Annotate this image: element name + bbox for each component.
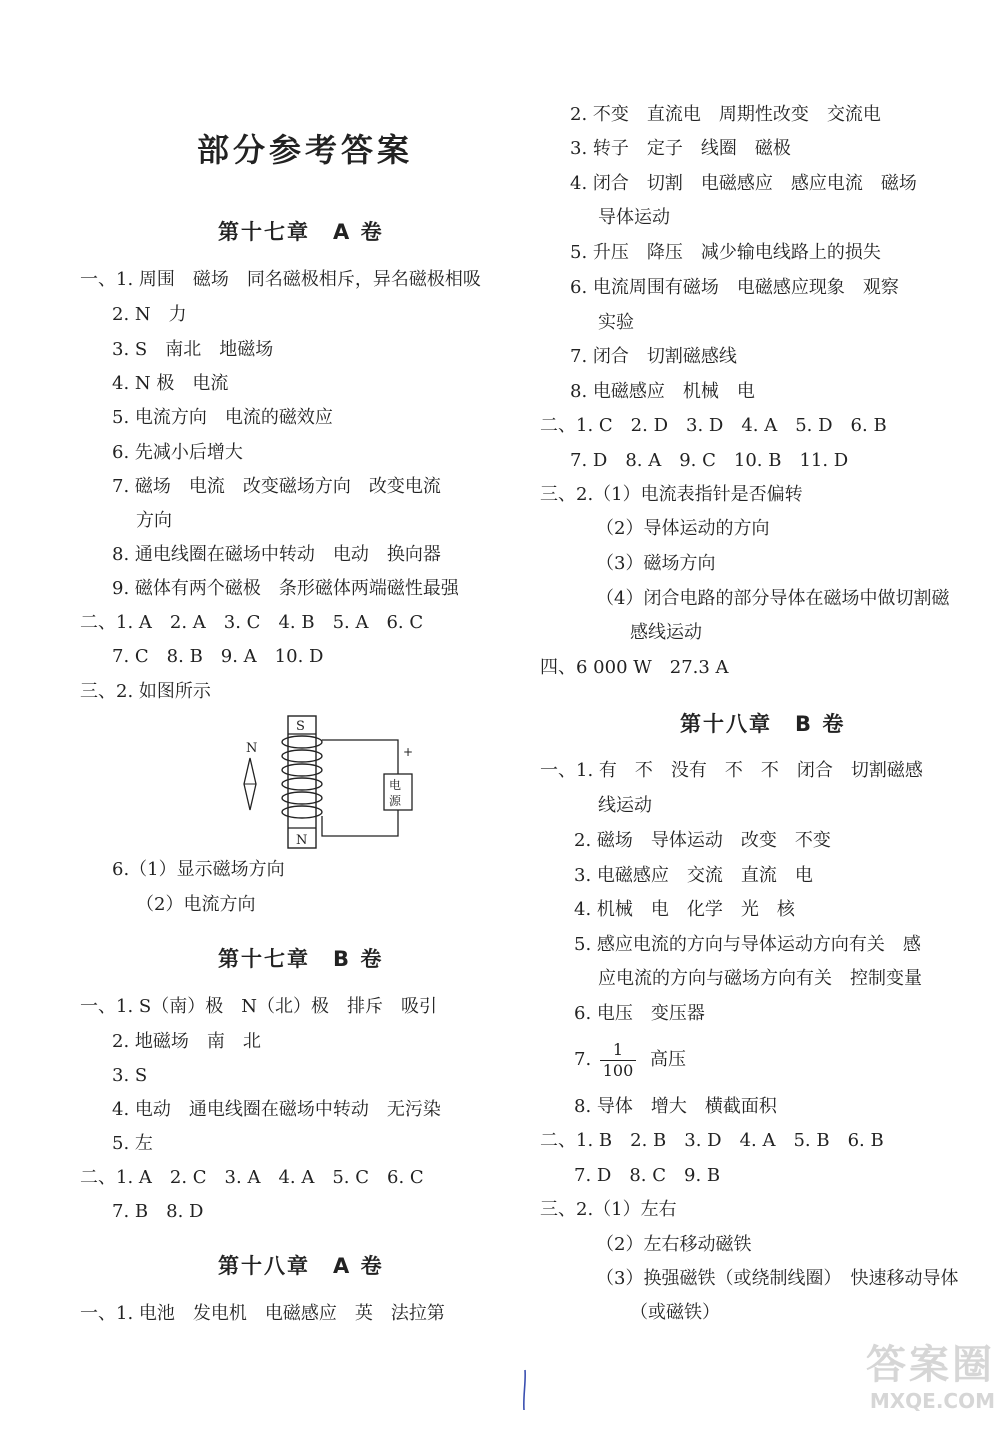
answer-line: （3）换强磁铁（或绕制线圈） 快速移动导体 bbox=[596, 1268, 959, 1289]
answer-line: 2. 不变 直流电 周期性改变 交流电 bbox=[570, 104, 881, 125]
answer-line: 4. 闭合 切割 电磁感应 感应电流 磁场 bbox=[570, 173, 917, 194]
section-heading-ch17-a: 第十七章 A 卷 bbox=[218, 220, 384, 244]
wire-bottom bbox=[322, 810, 398, 836]
answer-line: 7. D 8. A 9. C 10. B 11. D bbox=[570, 450, 849, 471]
answer-line: 9. 磁体有两个磁极 条形磁体两端磁性最强 bbox=[112, 578, 459, 599]
answer-line: 一、1. S（南）极 N（北）极 排斥 吸引 bbox=[80, 996, 437, 1017]
svg-text:电: 电 bbox=[389, 778, 402, 792]
fraction-denominator: 100 bbox=[602, 1061, 634, 1080]
answer-line: 2. 磁场 导体运动 改变 不变 bbox=[574, 830, 831, 851]
answer-line: 感线运动 bbox=[630, 622, 702, 643]
answer-line: 3. S bbox=[112, 1065, 148, 1086]
answer-line: 5. 升压 降压 减少输电线路上的损失 bbox=[570, 242, 881, 263]
answer-line: 3. 电磁感应 交流 直流 电 bbox=[574, 865, 813, 886]
answer-line: 8. 电磁感应 机械 电 bbox=[570, 381, 755, 402]
answer-line: 三、2.（1）电流表指针是否偏转 bbox=[540, 484, 803, 505]
answer-line: 4. N 极 电流 bbox=[112, 373, 229, 394]
answer-line: 6.（1）显示磁场方向 bbox=[112, 859, 285, 880]
answer-line: （3）磁场方向 bbox=[596, 553, 716, 574]
page-title: 部分参考答案 bbox=[196, 131, 413, 169]
answer-line: （2）左右移动磁铁 bbox=[596, 1234, 752, 1255]
answer-line: 5. 感应电流的方向与导体运动方向有关 感 bbox=[574, 934, 921, 955]
answer-line: 二、1. B 2. B 3. D 4. A 5. B 6. B bbox=[540, 1130, 884, 1151]
answer-line: 3. S 南北 地磁场 bbox=[112, 339, 274, 360]
answer-line: 7. bbox=[574, 1049, 592, 1070]
watermark-logo bbox=[800, 1342, 995, 1428]
answer-line: 一、1. 有 不 没有 不 不 闭合 切割磁感 bbox=[540, 760, 923, 781]
answer-line: 7. 磁场 电流 改变磁场方向 改变电流 bbox=[112, 476, 441, 497]
fraction-one-hundredth bbox=[600, 1040, 636, 1081]
answer-line: 7. B 8. D bbox=[112, 1201, 204, 1222]
answer-line: 方向 bbox=[136, 510, 172, 531]
answer-line: 一、1. 电池 发电机 电磁感应 英 法拉第 bbox=[80, 1303, 445, 1324]
watermark-title: 答案圈 bbox=[866, 1342, 995, 1388]
answer-line: 应电流的方向与磁场方向有关 控制变量 bbox=[598, 968, 922, 989]
answer-line: 二、1. C 2. D 3. D 4. A 5. D 6. B bbox=[540, 415, 887, 436]
answer-line: 6. 电流周围有磁场 电磁感应现象 观察 bbox=[570, 277, 899, 298]
answer-line: 5. 左 bbox=[112, 1133, 153, 1154]
answer-line: 2. 地磁场 南 北 bbox=[112, 1031, 261, 1052]
answer-line: 三、2.（1）左右 bbox=[540, 1199, 677, 1220]
answer-line: 7. C 8. B 9. A 10. D bbox=[112, 646, 324, 667]
svg-text:源: 源 bbox=[389, 794, 402, 808]
answer-line: 6. 先减小后增大 bbox=[112, 442, 243, 463]
wire-top bbox=[322, 740, 398, 774]
plus-sign: + bbox=[403, 745, 414, 759]
answer-line: 一、1. 周围 磁场 同名磁极相斥，异名磁极相吸 bbox=[80, 269, 481, 290]
answer-line: （或磁铁） bbox=[630, 1302, 720, 1323]
answer-line: 二、1. A 2. A 3. C 4. B 5. A 6. C bbox=[80, 612, 424, 633]
answer-line: 2. N 力 bbox=[112, 304, 187, 325]
pole-top-label: S bbox=[296, 719, 305, 734]
watermark-url: MXQE.COM bbox=[869, 1389, 995, 1413]
answer-line: 二、1. A 2. C 3. A 4. A 5. C 6. C bbox=[80, 1167, 424, 1188]
section-heading-ch18-b: 第十八章 B 卷 bbox=[680, 712, 846, 736]
answer-line: 高压 bbox=[650, 1049, 686, 1070]
answer-line: 5. 电流方向 电流的磁效应 bbox=[112, 407, 333, 428]
electromagnet-diagram bbox=[238, 712, 418, 852]
answer-line: 8. 通电线圈在磁场中转动 电动 换向器 bbox=[112, 544, 441, 565]
fraction-numerator: 1 bbox=[600, 1040, 636, 1061]
answer-line: 三、2. 如图所示 bbox=[80, 681, 211, 702]
section-heading-ch17-b: 第十七章 B 卷 bbox=[218, 947, 384, 971]
answer-line: 四、6 000 W 27.3 A bbox=[540, 657, 729, 678]
compass-n-label: N bbox=[246, 741, 258, 756]
answer-line: 6. 电压 变压器 bbox=[574, 1003, 705, 1024]
answer-line: （4）闭合电路的部分导体在磁场中做切割磁 bbox=[596, 588, 950, 609]
answer-line: （2）导体运动的方向 bbox=[596, 518, 770, 539]
answer-line: 线运动 bbox=[598, 795, 652, 816]
answer-line: 4. 电动 通电线圈在磁场中转动 无污染 bbox=[112, 1099, 441, 1120]
answer-line: 导体运动 bbox=[598, 207, 670, 228]
answer-line: 4. 机械 电 化学 光 核 bbox=[574, 899, 795, 920]
answer-line: （2）电流方向 bbox=[136, 894, 256, 915]
answer-line: 实验 bbox=[598, 312, 634, 333]
answer-line: 7. 闭合 切割磁感线 bbox=[570, 346, 737, 367]
answer-line: 7. D 8. C 9. B bbox=[574, 1165, 721, 1186]
section-heading-ch18-a: 第十八章 A 卷 bbox=[218, 1254, 384, 1278]
pen-mark bbox=[520, 1368, 528, 1412]
pole-bottom-label: N bbox=[296, 833, 308, 848]
answer-line: 8. 导体 增大 横截面积 bbox=[574, 1096, 777, 1117]
answer-line: 3. 转子 定子 线圈 磁极 bbox=[570, 138, 791, 159]
